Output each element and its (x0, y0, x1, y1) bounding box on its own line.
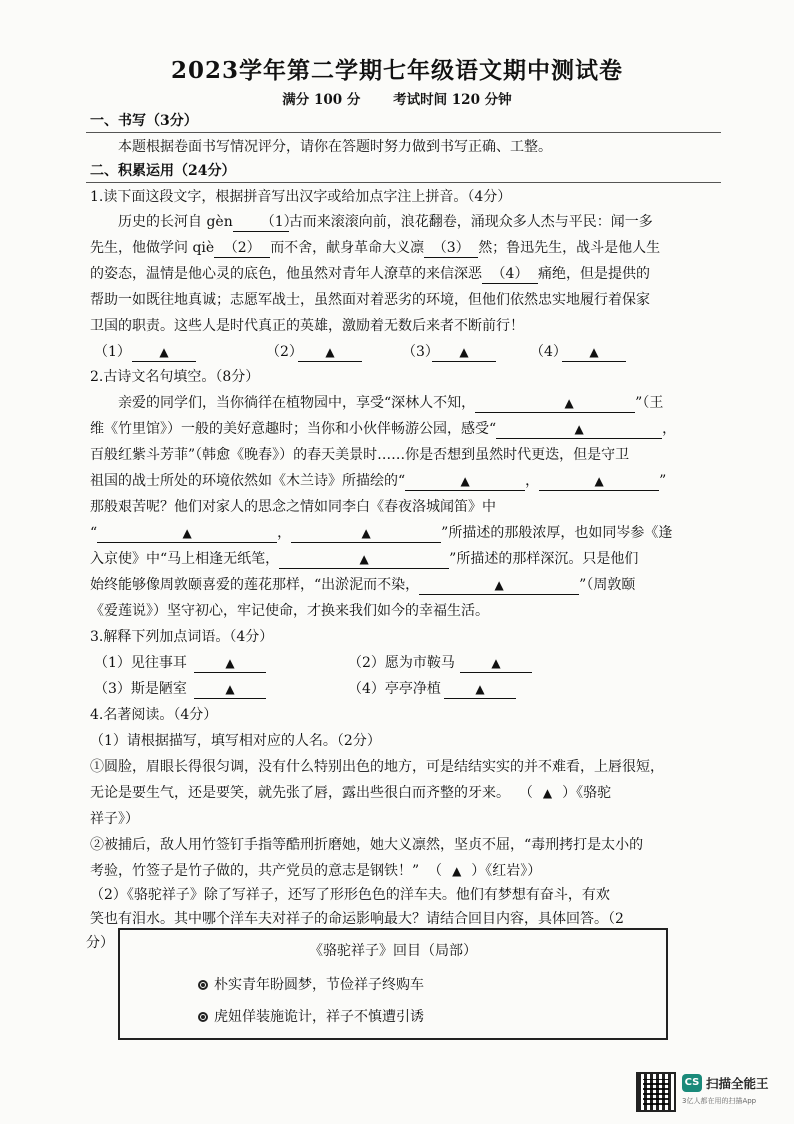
divider (86, 132, 721, 133)
q2-prompt: 2.古诗文名句填空。（8分） (90, 369, 260, 385)
poem-blank-2[interactable] (496, 420, 662, 439)
triangle-marker-icon: ▲ (159, 345, 169, 359)
triangle-marker-icon: ▲ (225, 656, 235, 670)
word-blank-2[interactable] (460, 654, 532, 673)
chapter-item: 虎妞佯装施诡计，祥子不慎遭引诱 (198, 1006, 424, 1026)
q4-passage-line: 考验，竹签子是竹子做的，共产党员的意志是钢铁！” （ ▲ ）《红岩》） (90, 863, 542, 879)
q2-passage-line: 入京使》中“马上相逢无纸笔， ▲ ”所描述的那样深沉。只是他们 (90, 551, 639, 567)
camscanner-logo-icon: CS (682, 1074, 702, 1092)
box-title: 《骆驼祥子》回目（局部） (309, 943, 477, 959)
triangle-marker-icon: ▲ (361, 526, 371, 540)
scanner-app-name: 扫描全能王 (706, 1076, 769, 1091)
triangle-marker-icon: ▲ (459, 345, 469, 359)
q4-sub2-line: 笑也有泪水。其中哪个洋车夫对祥子的命运影响最大？请结合回目内容，具体回答。（2 (90, 911, 624, 927)
triangle-marker-icon: ▲ (594, 474, 604, 488)
triangle-marker-icon: ▲ (359, 552, 369, 566)
divider (86, 182, 721, 183)
poem-blank-7[interactable] (279, 550, 449, 569)
triangle-marker-icon: ▲ (589, 345, 599, 359)
section2-heading: 二、积累运用（24分） (90, 163, 236, 179)
word-blank-1[interactable] (194, 654, 266, 673)
section1-heading: 一、书写（3分） (90, 113, 198, 129)
q4-prompt: 4.名著阅读。（4分） (90, 707, 218, 723)
poem-blank-1[interactable] (475, 394, 635, 413)
triangle-marker-icon: ▲ (494, 578, 504, 592)
chapter-item: 朴实青年盼圆梦，节俭祥子终购车 (198, 974, 424, 994)
poem-blank-8[interactable] (419, 576, 579, 595)
blank-1[interactable]: （1） (233, 213, 289, 232)
q4-sub2-line: 分） (86, 935, 114, 951)
q1-passage-line: 的姿态，温情是他心灵的底色，他虽然对青年人潦草的来信深恶 （4） 痛绝，但是提供的 (90, 266, 650, 282)
poem-blank-3[interactable] (405, 472, 525, 491)
triangle-marker-icon: ▲ (452, 864, 462, 878)
q2-passage-line: 祖国的战士所处的环境依然如《木兰诗》所描绘的“ ▲ ， ▲ ” (90, 473, 667, 489)
word-blank-4[interactable] (444, 680, 516, 699)
answer-blank-3[interactable] (432, 343, 496, 362)
q1-passage-line: 帮助一如既往地真诚；志愿军战士，虽然面对着恶劣的环境，但他们依然忠实地履行着保家 (90, 292, 650, 308)
q2-passage-line: 百般红紫斗芳菲”（韩愈《晚春》）的春天美景时……你是否想到虽然时代更迭，但是守卫 (90, 447, 630, 463)
q4-passage-line: ①圆脸，眉眼长得很匀调，没有什么特别出色的地方，可是结结实实的并不难看，上唇很短， (90, 759, 664, 775)
triangle-marker-icon: ▲ (325, 345, 335, 359)
poem-blank-4[interactable] (539, 472, 659, 491)
answer-blank-1[interactable] (132, 343, 196, 362)
scanner-tagline: 3亿人都在用的扫描App (682, 1097, 757, 1105)
triangle-marker-icon: ▲ (475, 682, 485, 696)
exam-meta (0, 88, 794, 108)
triangle-marker-icon: ▲ (564, 396, 574, 410)
triangle-marker-icon: ▲ (460, 474, 470, 488)
q1-passage-line: 先生，他做学问 qiè （2） 而不舍，献身革命大义凛 （3） 然；鲁迅先生，战斗是他人生 (90, 240, 661, 256)
triangle-marker-icon: ▲ (574, 422, 584, 436)
poem-blank-6[interactable] (291, 524, 441, 543)
bullet-icon (198, 980, 208, 990)
q1-passage-line: 卫国的职责。这些人是时代真正的英雄，激励着无数后来者不断前行！ (90, 318, 524, 334)
triangle-marker-icon: ▲ (225, 682, 235, 696)
blank-3[interactable]: （3） (424, 239, 478, 258)
q2-passage-line: “ ▲ ， ▲ ”所描述的那般浓厚，也如同岑参《逢 (90, 525, 673, 541)
q4-passage-line: ②被捕后，敌人用竹签钉手指等酷刑折磨她，她大义凛然，坚贞不屈，“毒刑拷打是太小的 (90, 837, 644, 853)
q2-passage-line: 《爱莲说》）坚守初心，牢记使命，才换来我们如今的幸福生活。 (90, 603, 489, 619)
chapter-titles-box (118, 928, 668, 1040)
blank-2[interactable]: （2） (214, 239, 270, 258)
q4-passage-line: 祥子》） (90, 811, 139, 827)
full-score: 满分 100 分 (282, 92, 361, 108)
qr-code-icon (636, 1072, 676, 1112)
q4-sub1: （1）请根据描写，填写相对应的人名。（2分） (90, 733, 381, 749)
page-title: 2023学年第二学期七年级语文期中测试卷 (170, 57, 623, 84)
q2-passage-line: 那般艰苦呢？他们对家人的思念之情如同李白《春夜洛城闻笛》中 (90, 499, 496, 515)
word-blank-3[interactable] (194, 680, 266, 699)
bullet-icon (198, 1012, 208, 1022)
triangle-marker-icon: ▲ (491, 656, 501, 670)
q1-passage-line: 历史的长河自 gèn （1）古而来滚滚向前，浪花翻卷，涌现众多人杰与平民：闻一多 (118, 214, 653, 230)
blank-4[interactable]: （4） (482, 265, 538, 284)
q4-passage-line: 无论是要生气，还是要笑，就先张了唇，露出些很白而齐整的牙来。 （ ▲ ）《骆驼 (90, 785, 612, 801)
section1-text: 本题根据卷面书写情况评分，请你在答题时努力做到书写正确、工整。 (118, 139, 552, 155)
q3-prompt: 3.解释下列加点词语。（4分） (90, 629, 274, 645)
q2-passage-line: 始终能够像周敦颐喜爱的莲花那样，“出淤泥而不染， ▲ ”（周敦颐 (90, 577, 636, 593)
q2-passage-line: 亲爱的同学们，当你徜徉在植物园中，享受“深林人不知， ▲ ”（王 (118, 395, 664, 411)
exam-time: 考试时间 120 分钟 (393, 92, 512, 108)
triangle-marker-icon: ▲ (182, 526, 192, 540)
triangle-marker-icon: ▲ (542, 786, 553, 800)
q4-sub2-line: （2）《骆驼祥子》除了写祥子，还写了形形色色的洋车夫。他们有梦想有奋斗，有欢 (90, 887, 610, 903)
answer-blank-2[interactable] (298, 343, 362, 362)
q1-prompt: 1.读下面这段文字，根据拼音写出汉字或给加点字注上拼音。（4分） (90, 189, 512, 205)
q2-passage-line: 维《竹里馆》）一般的美好意趣时；当你和小伙伴畅游公园，感受“ ▲ ， (90, 421, 677, 437)
exam-page: 2023学年第二学期七年级语文期中测试卷 满分 100 分 考试时间 120 分钟 一、书写（3分） 本题根据卷面书写情况评分，请你在答题时努力做到书写正确、工整。 二、积累运用（24分） 1.读下面这段文字，根据拼音写出汉字或给加点字注上拼音。（4分） 历史的长河自 gèn （1）古而来滚滚向前，浪花翻卷，涌现众多人杰与平民：闻一多 先生，他做学问 qiè （2） 而不舍，献身革命大义凛 （3） 然；鲁迅先生，战斗是他人生 的姿态，温情是他心灵的底色，他虽然对青年人潦草的来信深恶 （4） 痛绝，但是提供的 帮助一如既往地真诚；志愿军战士，虽然面对着恶劣的环境，但他们依然忠实地履行着保家 卫国的职责。这些人是时代真正的英雄，激励着无数后来者不断前行！ （1） ▲ （2） ▲ （3） ▲ （4） ▲ 2.古诗文名句填空。（8分） 亲爱的同学们，当你徜徉在植物园中，享受“深林人不知， ▲ ”（王 维《竹里馆》）一般的美好意趣时；当你和小伙伴畅游公园，感受“ ▲ ， 百般红紫斗芳菲”（韩愈《晚春》）的春天美景时……你是否想到虽然时代更迭，但是守卫 祖国的战士所处的环境依然如《木兰诗》所描绘的“ ▲ ， ▲ ” 那般艰苦呢？他们对家人的思念之情如同李白《春夜洛城闻笛》中 “ ▲ ， ▲ ”所描述的那般浓厚，也如同岑参《逢 入京使》中“马上相逢无纸笔， ▲ ”所描述的那样深沉。只是他们 始终能够像周敦颐喜爱的莲花那样，“出淤泥而不染， ▲ ”（周敦颐 《爱莲说》）坚守初心，牢记使命，才换来我们如今的幸福生活。 3.解释下列加点词语。（4分） （1）见往事耳 ▲ （2）愿为市鞍马 ▲ （3）斯是陋室 ▲ （4）亭亭净植 ▲ 4.名著阅读。（4分） （1）请根据描写，填写相对应的人名。（2分） ①圆脸，眉眼长得很匀调，没有什么特别出色的地方，可是结结实实的并不难看，上唇很短， 无论是要生气，还是要笑，就先张了唇，露出些很白而齐整的牙来。 （ ▲ ）《骆驼 祥子》） ②被捕后，敌人用竹签钉手指等酷刑折磨她，她大义凛然，坚贞不屈，“毒刑拷打是太小的 考验，竹签子是竹子做的，共产党员的意志是钢铁！” （ ▲ ）《红岩》） （2）《骆驼祥子》除了写祥子，还写了形形色色的洋车夫。他们有梦想有奋斗，有欢 笑也有泪水。其中哪个洋车夫对祥子的命运影响最大？请结合回目内容，具体回答。（2 分） 《骆驼祥子》回目（局部） 朴实青年盼圆梦，节俭祥子终购车 虎妞佯装施诡计，祥子不慎遭引诱 CS 扫描全能王 3亿人都在用的扫描App (0, 0, 794, 1124)
answer-blank-4[interactable] (562, 343, 626, 362)
poem-blank-5[interactable] (97, 524, 277, 543)
